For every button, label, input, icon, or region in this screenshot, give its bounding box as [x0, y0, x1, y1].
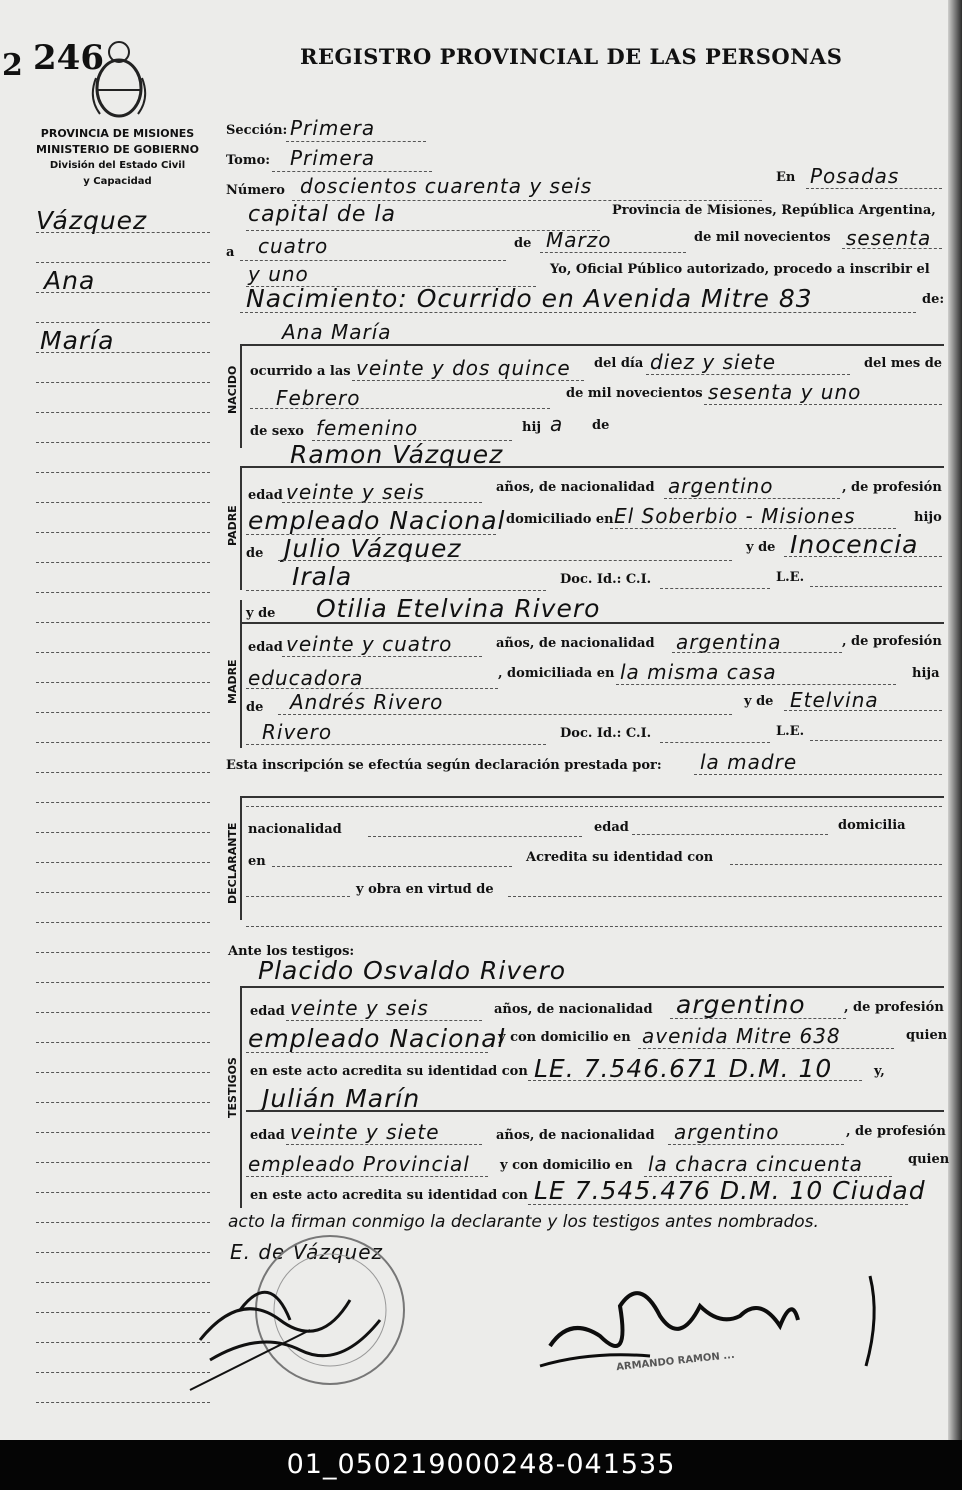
label-tomo: Tomo:: [226, 153, 271, 168]
value-madre-edad: veinte y cuatro: [286, 632, 453, 656]
margin-rule: [36, 862, 210, 863]
value-hij: a: [550, 412, 564, 436]
margin-rule: [36, 712, 210, 713]
value-t1-dom: avenida Mitre 638: [642, 1024, 841, 1048]
label-padre-de: de: [246, 546, 264, 561]
margin-rule: [36, 1402, 210, 1403]
label-t1-nac: años, de nacionalidad: [494, 1002, 653, 1017]
label-hij: hij: [522, 420, 542, 435]
label-madre-prof: , de profesión: [842, 634, 942, 649]
official-seal-stamp: [180, 1230, 430, 1400]
margin-rule: [36, 322, 210, 323]
label-provincia: Provincia de Misiones, República Argentina,: [612, 203, 936, 218]
label-decl-domicilia: domicilia: [838, 818, 906, 833]
label-t1-y: y,: [874, 1064, 885, 1079]
label-decl-acredita: Acredita su identidad con: [526, 850, 714, 865]
margin-rule: [36, 592, 210, 593]
label-esta-inscripcion: Esta inscripción se efectúa según declaración prestada por:: [226, 758, 662, 773]
label-padre-doc: Doc. Id.: C.I.: [560, 572, 652, 587]
scan-id-footer: 01_050219000248-041535: [0, 1440, 962, 1490]
value-madre-padre: Andrés Rivero: [290, 690, 444, 714]
label-madre-de: de: [246, 700, 264, 715]
value-padre-madre-cont: Irala: [292, 562, 353, 591]
margin-rule: [36, 502, 210, 503]
label-seccion: Sección:: [226, 123, 288, 138]
value-t2-nac: argentino: [674, 1120, 780, 1144]
value-madre-madre-cont: Rivero: [262, 720, 333, 744]
value-madre-prof: educadora: [248, 666, 364, 690]
label-decl-obra: y obra en virtud de: [356, 882, 494, 897]
value-seccion: Primera: [290, 116, 376, 140]
label-de-colon: de:: [922, 292, 945, 307]
label-padre-yde: y de: [746, 540, 776, 555]
label-t1-edad: edad: [250, 1004, 285, 1019]
value-anio: sesenta: [846, 226, 932, 250]
label-del-dia: del día: [594, 356, 644, 371]
label-madre-dom: , domiciliada en: [498, 666, 615, 681]
value-t1-doc: LE. 7.546.671 D.M. 10: [534, 1054, 833, 1083]
value-t1-nac: argentino: [676, 990, 806, 1019]
margin-rule: [36, 802, 210, 803]
value-mes: Marzo: [546, 228, 612, 252]
label-de-mil: de mil novecientos: [694, 230, 831, 245]
page-edge: [948, 0, 962, 1440]
margin-rule: [36, 532, 210, 533]
value-dia: cuatro: [258, 234, 329, 258]
value-t2-doc: LE 7.545.476 D.M. 10 Ciudad: [534, 1176, 926, 1205]
margin-rule: [36, 682, 210, 683]
value-padre-nac: argentino: [668, 474, 774, 498]
side-label-nacido: NACIDO: [226, 365, 239, 414]
side-label-declarante: DECLARANTE: [226, 822, 239, 904]
margin-rule: [36, 892, 210, 893]
margin-rule: [36, 652, 210, 653]
value-declarante: la madre: [700, 750, 798, 774]
label-madre-doc: Doc. Id.: C.I.: [560, 726, 652, 741]
label-t2-nac: años, de nacionalidad: [496, 1128, 655, 1143]
label-en: En: [776, 170, 796, 185]
label-yo-oficial: Yo, Oficial Público autorizado, procedo a inscribir el: [550, 262, 930, 277]
value-dia-nac: diez y siete: [650, 350, 777, 374]
issuer-block: [20, 126, 215, 190]
value-padre-prof: empleado Nacional: [248, 506, 506, 535]
value-padre-padre: Julio Vázquez: [284, 534, 462, 563]
issuer-capacity: y Capacidad: [83, 176, 152, 187]
value-t2-prof: empleado Provincial: [248, 1152, 470, 1176]
label-hija: hija: [912, 666, 940, 681]
margin-note-second: María: [40, 326, 115, 355]
margin-rule: [36, 1192, 210, 1193]
label-numero: Número: [226, 183, 285, 198]
margin-rule: [36, 442, 210, 443]
margin-rule: [36, 262, 210, 263]
side-label-madre: MADRE: [226, 659, 239, 704]
margin-rule: [36, 472, 210, 473]
page-title: REGISTRO PROVINCIAL DE LAS PERSONAS: [300, 44, 843, 69]
label-padre-le: L.E.: [776, 570, 805, 585]
label-a: a: [226, 245, 235, 260]
margin-rule: [36, 1132, 210, 1133]
label-t2-dom: y con domicilio en: [500, 1158, 633, 1173]
value-sexo: femenino: [316, 416, 419, 440]
value-t1-prof: empleado Nacional: [248, 1024, 506, 1053]
issuer-division: División del Estado Civil: [49, 160, 186, 171]
issuer-ministry: MINISTERIO DE GOBIERNO: [36, 143, 199, 156]
label-t2-prof: , de profesión: [846, 1124, 946, 1139]
margin-rule: [36, 772, 210, 773]
label-padre-edad: edad: [248, 488, 283, 503]
value-madre-madre: Etelvina: [790, 688, 879, 712]
margin-rule: [36, 1042, 210, 1043]
value-padre-dom: El Soberbio - Misiones: [614, 504, 856, 528]
label-hijo: hijo: [914, 510, 942, 525]
side-label-padre: PADRE: [226, 505, 239, 546]
value-anio-nac: sesenta y uno: [708, 380, 862, 404]
value-nombre: Ana María: [282, 320, 392, 344]
label-ante-testigos: Ante los testigos:: [228, 944, 355, 959]
side-label-testigos: TESTIGOS: [226, 1057, 239, 1118]
margin-rule: [36, 1102, 210, 1103]
margin-note-surname: Vázquez: [36, 206, 148, 235]
label-t2-edad: edad: [250, 1128, 285, 1143]
label-padre-nac: años, de nacionalidad: [496, 480, 655, 495]
margin-rule: [36, 832, 210, 833]
value-padre: Ramon Vázquez: [290, 440, 504, 469]
label-t1-acredita: en este acto acredita su identidad con: [250, 1064, 528, 1079]
declarant-signature: E. de Vázquez: [230, 1240, 384, 1264]
margin-rule: [36, 1222, 210, 1223]
value-madre: Otilia Etelvina Rivero: [316, 594, 601, 623]
label-hij-de: de: [592, 418, 610, 433]
label-sexo: de sexo: [250, 424, 304, 439]
label-del-mes: del mes de: [864, 356, 943, 371]
label-madre-edad: edad: [248, 640, 283, 655]
value-anio-cont: y uno: [248, 262, 309, 286]
margin-rule: [36, 1072, 210, 1073]
margin-rule: [36, 1162, 210, 1163]
margin-rule: [36, 922, 210, 923]
value-t1-edad: veinte y seis: [290, 996, 429, 1020]
value-madre-dom: la misma casa: [620, 660, 777, 684]
label-t2-quien: quien: [908, 1152, 950, 1167]
value-capital: capital de la: [248, 202, 396, 227]
label-madre-yde2: y de: [744, 694, 774, 709]
margin-rule: [36, 622, 210, 623]
value-madre-nac: argentina: [676, 630, 782, 654]
margin-rule: [36, 412, 210, 413]
closing-note: acto la firman conmigo la declarante y los testigos antes nombrados.: [228, 1212, 819, 1232]
label-decl-en: en: [248, 854, 266, 869]
margin-rule: [36, 382, 210, 383]
margin-rule: [36, 982, 210, 983]
value-tomo: Primera: [290, 146, 376, 170]
signature-stamp-text: ARMANDO RAMON ...: [615, 1349, 736, 1374]
label-madre-nac: años, de nacionalidad: [496, 636, 655, 651]
label-de: de: [514, 236, 532, 251]
value-t2-edad: veinte y siete: [290, 1120, 440, 1144]
label-t1-dom: y con domicilio en: [498, 1030, 631, 1045]
official-signature: [530, 1256, 890, 1386]
label-padre-dom: domiciliado en: [506, 512, 614, 527]
label-madre-le: L.E.: [776, 724, 805, 739]
value-nacimiento: Nacimiento: Ocurrido en Avenida Mitre 83: [246, 284, 813, 313]
label-t1-prof: , de profesión: [844, 1000, 944, 1015]
margin-rule: [36, 742, 210, 743]
margin-rule: [36, 562, 210, 563]
value-numero: doscientos cuarenta y seis: [300, 174, 593, 198]
record-number: 246: [33, 38, 104, 78]
margin-note-first: Ana: [44, 266, 96, 295]
label-t2-acredita: en este acto acredita su identidad con: [250, 1188, 528, 1203]
label-decl-edad: edad: [594, 820, 629, 835]
label-ocurrido: ocurrido a las: [250, 364, 351, 379]
label-decl-nac: nacionalidad: [248, 822, 342, 837]
margin-rule: [36, 952, 210, 953]
margin-rule: [36, 1012, 210, 1013]
value-t1-nombre: Placido Osvaldo Rivero: [258, 956, 567, 985]
label-madre-yde: y de: [246, 606, 276, 621]
corner-mark: 2: [2, 48, 23, 83]
label-t1-quien: quien: [906, 1028, 948, 1043]
value-mes-nac: Febrero: [276, 386, 361, 410]
label-de-mil-nac: de mil novecientos: [566, 386, 703, 401]
issuer-province: PROVINCIA DE MISIONES: [40, 127, 195, 140]
value-padre-madre: Inocencia: [790, 530, 919, 559]
coat-of-arms-icon: [88, 38, 150, 124]
value-en: Posadas: [810, 164, 900, 188]
value-padre-edad: veinte y seis: [286, 480, 425, 504]
label-padre-prof: , de profesión: [842, 480, 942, 495]
value-t2-nombre: Julián Marín: [262, 1084, 421, 1113]
value-hora: veinte y dos quince: [356, 356, 571, 380]
value-t2-dom: la chacra cincuenta: [648, 1152, 863, 1176]
